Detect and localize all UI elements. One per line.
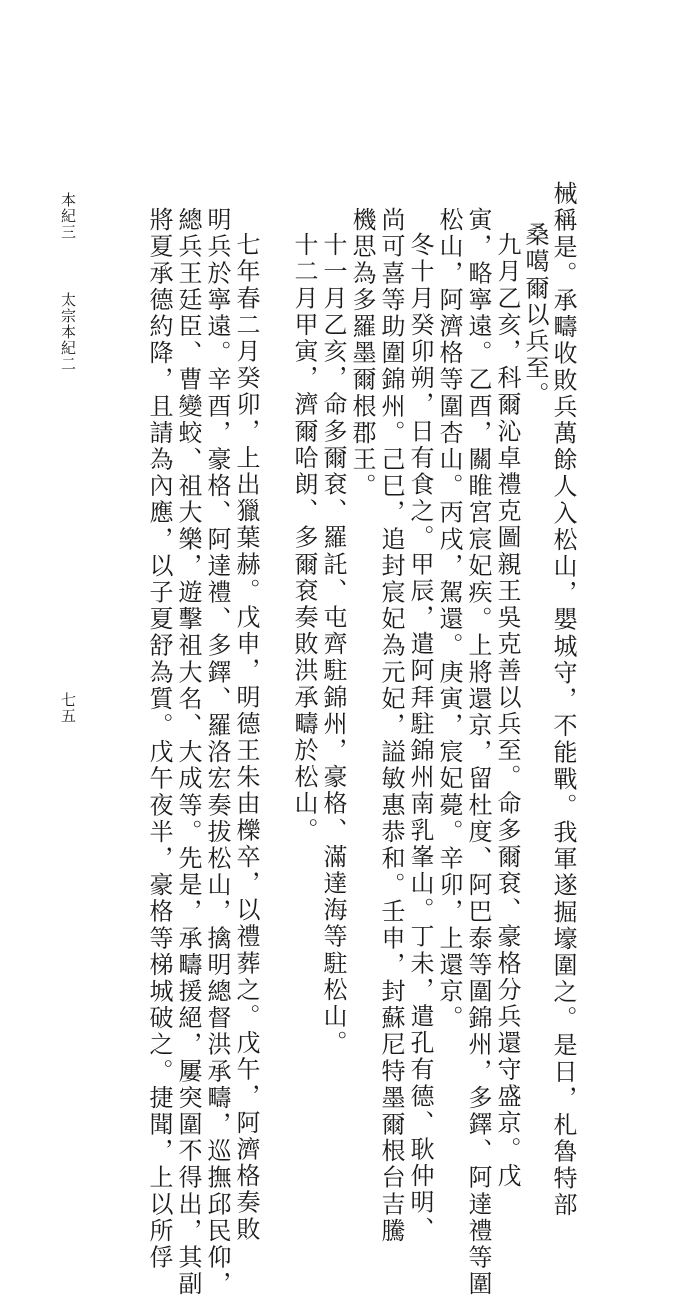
text-column: 機思為多羅墨爾根郡王。 [348,207,376,500]
running-header-title: 太宗本紀二 [59,292,77,372]
running-header-chapter: 本紀三 [59,192,77,240]
text-column: 械稱是。承疇收敗兵萬餘人入松山，嬰城守，不能戰。我軍遂掘壕圍之。是日，札魯特部 [549,181,577,1219]
text-column: 七年春二月癸卯，上出獵葉赫。戊申，明德王朱由櫟卒，以禮葬之。戊午，阿濟格奏敗 [232,232,260,1243]
page-number: 七五 [59,692,77,724]
text-column: 九月乙亥，科爾沁卓禮克圖親王吳克善以兵至。命多爾袞、豪格分兵還守盛京。戊 [493,232,521,1190]
text-column: 十二月甲寅，濟爾哈朗、多爾袞奏敗洪承疇於松山。 [290,232,318,844]
text-column: 明兵於寧遠。辛酉，豪格、阿達禮、多鐸、羅洛宏奏拔松山，擒明總督洪承疇，巡撫邱民仰， [203,207,231,1298]
text-column: 將夏承德約降，且請為內應，以子夏舒為質。戊午夜半，豪格等梯城破之。捷聞，上以所俘 [145,207,173,1271]
text-column: 寅，略寧遠。乙酉，關睢宮宸妃疾。上將還京，留杜度、阿巴泰等圍錦州，多鐸、阿達禮等圍 [464,207,492,1298]
text-column: 十一月乙亥，命多爾袞、羅託、屯齊駐錦州，豪格、滿達海等駐松山。 [319,232,347,1057]
text-column: 總兵王廷臣、曹變蛟、祖大樂，遊擊祖大名、大成等。先是，承疇援絕，屢突圍不得出，其副 [174,207,202,1298]
text-column: 桑噶爾以兵至。 [521,222,549,409]
text-column: 冬十月癸卯朔，日有食之。甲辰，遣阿拜駐錦州南乳峯山。丁未，遣孔有德、耿仲明、 [406,232,434,1243]
text-column: 尚可喜等助圍錦州。己巳，追封宸妃為元妃，謚敏惠恭和。壬申，封蘇尼特墨爾根台吉騰 [377,207,405,1245]
text-column: 松山，阿濟格等圍杏山。丙戌，駕還。庚寅，宸妃薨。辛卯，上還京。 [435,207,463,1032]
